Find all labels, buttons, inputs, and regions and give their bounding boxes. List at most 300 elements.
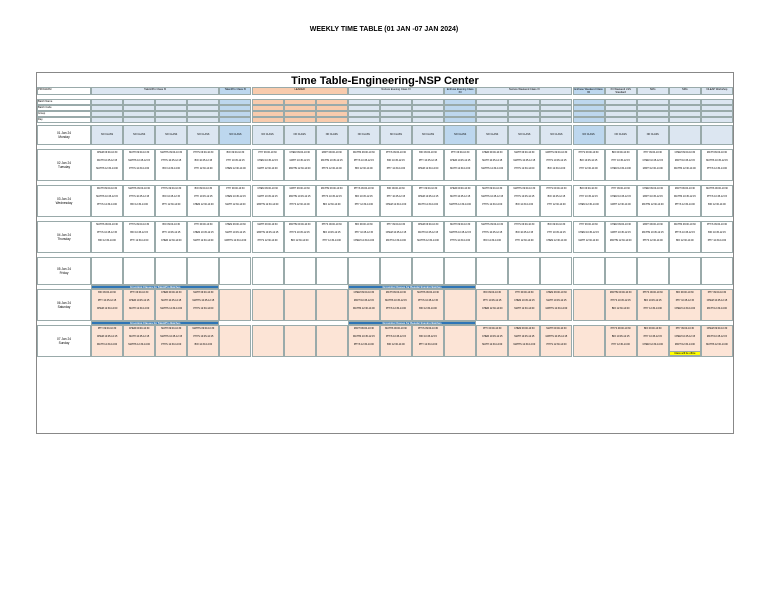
class-slot-text: PHYS 12:30-14:00 [642, 239, 663, 242]
class-slot-text: PHYS 12:30-14:00 [193, 307, 214, 310]
class-slot-text: MATHS 12:30-14:00 [545, 307, 568, 310]
class-slot-text: PHY 10:45-12:15 [643, 335, 662, 338]
class-slot-text: MATHS 10:45-12:15 [674, 195, 696, 198]
class-slot-text: MATHS 10:45-12:15 [545, 335, 568, 338]
batch-cell [187, 117, 219, 123]
class-slot-text: MATH 09:00-10:30 [257, 223, 278, 226]
day-label [37, 325, 91, 357]
batch-cell [573, 117, 605, 123]
timetable-cell [187, 257, 219, 285]
timetable-cell [123, 257, 155, 285]
class-slot-text: MATHS 10:45-12:15 [160, 335, 183, 338]
class-slot-text: MATH 12:30-14:00 [578, 239, 599, 242]
class-slot-text: CHEM 10:45-12:15 [128, 299, 150, 302]
no-class-text: NO CLASS [229, 132, 242, 136]
day-name: Tuesday [57, 165, 71, 169]
class-slot-text: MATH 12:30-14:00 [418, 203, 439, 206]
class-slot-text: CHEM 09:00-10:30 [257, 187, 278, 190]
class-slot-text: MATH 09:00-10:30 [674, 187, 695, 190]
class-slot-text: MATHS 12:30-14:00 [256, 203, 279, 206]
no-class-text: NO CLASS [357, 132, 370, 136]
class-slot-text: CHEM 09:00-10:30 [289, 151, 310, 154]
class-slot-text: BIO 10:45-12:15 [419, 335, 437, 338]
class-slot-text: PHYS 10:45-12:15 [129, 195, 150, 198]
day-date: 02 Jan 24 [56, 161, 71, 165]
class-slot-text: CHEM 10:45-12:15 [225, 195, 246, 198]
class-slot-text: PHY 12:30-14:00 [579, 167, 598, 170]
class-slot-text: BIO 10:45-12:15 [194, 159, 213, 162]
no-class-text: NO CLASS [389, 132, 402, 136]
class-slot-text: MATH 09:00-10:30 [321, 151, 342, 154]
class-slot-text: MATH 12:30-14:00 [482, 343, 503, 346]
no-class-text: NO CLASS [133, 132, 146, 136]
class-slot-text: PHYS 10:45-12:15 [385, 335, 406, 338]
class-slot-text: MATH 09:00-10:30 [514, 151, 535, 154]
class-slot-text: MATH 09:00-10:30 [97, 187, 118, 190]
class-slot-text: MATHS 09:00-10:30 [160, 151, 183, 154]
class-slot-text: MATH 09:00-10:30 [482, 187, 503, 190]
class-slot-text: PHY 12:30-14:00 [707, 239, 727, 242]
class-slot-text: MATHS 09:00-10:30 [128, 187, 150, 190]
class-slot-text: MATHS 10:45-12:15 [641, 231, 664, 234]
class-slot-text: PHYS 10:45-12:15 [321, 195, 342, 198]
class-slot-text: MATH 09:00-10:30 [129, 151, 150, 154]
class-slot-text: PHY 10:45-12:15 [194, 195, 213, 198]
no-class-text: NO CLASS [486, 132, 499, 136]
class-slot-text: CHEM 10:45-12:15 [193, 231, 214, 234]
batch-cell [123, 117, 155, 123]
class-slot-text: BIO 09:00-10:30 [98, 291, 116, 294]
timetable-cell [444, 257, 476, 285]
row-label: Group [37, 111, 91, 117]
class-slot-text: MATH 09:00-10:30 [193, 291, 214, 294]
class-slot-text: MATH 09:00-10:30 [289, 187, 310, 190]
program-header: Talent/Pro Class XI [91, 87, 219, 95]
class-slot-text: MATH 12:30-14:00 [97, 343, 118, 346]
day-date: 01 Jan 24 [56, 131, 71, 135]
class-slot-text: MATH 12:30-14:00 [257, 167, 278, 170]
class-slot-text: MATHS 09:00-10:30 [353, 151, 375, 154]
class-slot-text: MATHS 12:30-14:00 [674, 167, 696, 170]
class-slot-text: BIO 12:30-14:00 [611, 307, 630, 310]
no-class-text: NO CLASS [101, 132, 114, 136]
no-class-text: NO CLASS [646, 132, 659, 136]
class-slot-text: CHEM 10:45-12:15 [578, 231, 599, 234]
class-slot-text: PHYS 10:45-12:15 [193, 335, 214, 338]
program-header: Nurture Evening Class XI [348, 87, 444, 95]
no-class-text: NO CLASS [325, 132, 338, 136]
day-date: 03 Jan 24 [56, 197, 71, 201]
day-name: Friday [59, 271, 69, 275]
day-date: 05 Jan 24 [56, 267, 71, 271]
class-slot-text: PHYS 10:45-12:15 [482, 231, 503, 234]
document-title: WEEKLY TIME TABLE (01 JAN -07 JAN 2024) [309, 26, 459, 33]
class-slot-text: PHYS 09:00-10:30 [706, 223, 727, 226]
class-slot-text: MATHS 10:45-12:15 [288, 195, 311, 198]
class-slot-text: PHYS 10:45-12:15 [418, 299, 439, 302]
class-slot-text: BIO 12:30-14:00 [708, 203, 726, 206]
class-slot-text: MATH 12:30-14:00 [450, 167, 471, 170]
class-slot-text: PHYS 12:30-14:00 [482, 203, 503, 206]
batch-cell [476, 117, 508, 123]
class-slot-text: CHEM 10:45-12:15 [674, 335, 696, 338]
class-slot-text: MATHS 12:30-14:00 [641, 203, 664, 206]
class-slot-text: PHYS 09:00-10:30 [578, 151, 599, 154]
day-label [37, 125, 91, 145]
batch-cell [605, 117, 637, 123]
class-slot-text: PHY 09:00-10:30 [579, 223, 598, 226]
class-slot-text: PHYS 10:45-12:15 [353, 159, 374, 162]
class-slot-text: MATH 12:30-14:00 [385, 239, 406, 242]
class-slot-text: BIO 10:45-12:15 [387, 159, 405, 162]
class-slot-text: PHYS 12:30-14:00 [257, 239, 278, 242]
grooming-banner-talent: Grooming Classes for TalentPro Batches [91, 321, 219, 325]
class-slot-text: MATH 09:00-10:30 [161, 327, 182, 330]
class-slot-text: CHEM 09:00-10:30 [449, 187, 471, 190]
class-slot-text: MATHS 12:30-14:00 [609, 239, 632, 242]
class-slot-text: CHEM 12:30-14:00 [225, 167, 246, 170]
class-slot-text: BIO 09:00-10:30 [483, 291, 501, 294]
timetable-cell [444, 289, 476, 321]
class-slot-text: MATH 10:45-12:15 [610, 231, 631, 234]
class-slot-text: PHY 09:00-10:30 [450, 151, 470, 154]
class-slot-text: PHY 10:45-12:15 [162, 231, 181, 234]
timetable-cell [284, 289, 316, 321]
class-slot-text: MATH 10:45-12:15 [482, 159, 503, 162]
class-slot-text: PHY 09:00-10:30 [97, 327, 117, 330]
class-slot-text: PHY 09:00-10:30 [483, 327, 502, 330]
class-slot-text: BIO 12:30-14:00 [162, 167, 180, 170]
class-slot-text: BIO 10:45-12:15 [355, 195, 373, 198]
class-slot-text: CHEM 12:30-14:00 [578, 203, 599, 206]
class-slot-text: BIO 12:30-14:00 [515, 203, 534, 206]
class-slot-text: PHYS 12:30-14:00 [546, 343, 567, 346]
no-class-text: NO CLASS [550, 132, 563, 136]
no-class-text: NO CLASS [614, 132, 627, 136]
class-slot-text: CHEM 09:00-10:30 [161, 291, 182, 294]
batch-cell [380, 117, 412, 123]
class-slot-text: MATHS 12:30-14:00 [449, 203, 471, 206]
day-label [37, 149, 91, 181]
program-header: Nurture Weekend Class XI [476, 87, 572, 95]
class-slot-text: PHYS 09:00-10:30 [353, 187, 374, 190]
batch-cell [219, 117, 251, 123]
no-class-text: NO CLASS [518, 132, 531, 136]
program-header: NLEAP Workshop [701, 87, 733, 95]
class-slot-text: BIO 10:45-12:15 [130, 231, 148, 234]
class-slot-text: MATHS 09:00-10:30 [96, 223, 118, 226]
class-slot-text: CHEM 12:30-14:00 [482, 307, 503, 310]
day-name: Thursday [57, 237, 71, 241]
class-slot-text: PHYS 12:30-14:00 [353, 343, 374, 346]
class-slot-text: BIO 09:00-10:30 [676, 291, 694, 294]
class-slot-text: BIO 12:30-14:00 [419, 307, 437, 310]
timetable-cell [380, 257, 412, 285]
class-slot-text: MATH 09:00-10:30 [385, 291, 406, 294]
class-slot-text: MATHS 09:00-10:30 [320, 187, 343, 190]
class-slot-text: CHEM 09:00-10:30 [610, 223, 631, 226]
class-slot-text: BIO 09:00-10:30 [387, 187, 405, 190]
timetable-cell [540, 257, 572, 285]
class-slot-text: CHEM 09:00-10:30 [128, 327, 150, 330]
day-label [37, 257, 91, 285]
class-slot-text: PHY 09:00-10:30 [611, 187, 630, 190]
class-slot-text: PHYS 10:45-12:15 [514, 195, 535, 198]
class-slot-text: MATH 09:00-10:30 [706, 151, 727, 154]
batch-cell [508, 117, 540, 123]
class-slot-text: PHYS 10:45-12:15 [289, 231, 310, 234]
class-slot-text: MATHS 12:30-14:00 [224, 239, 247, 242]
class-slot-text: BIO 12:30-14:00 [194, 343, 213, 346]
batch-cell [540, 117, 572, 123]
class-slot-text: PHY 12:30-14:00 [547, 203, 566, 206]
no-class-text: NO CLASS [197, 132, 210, 136]
class-slot-text: PHY 09:00-10:30 [129, 291, 149, 294]
class-slot-text: PHY 10:45-12:15 [226, 159, 245, 162]
class-slot-text: PHYS 12:30-14:00 [161, 343, 182, 346]
class-slot-text: PHY 10:45-12:15 [483, 299, 502, 302]
timetable-cell [91, 257, 123, 285]
timetable-cell [316, 325, 348, 357]
timetable-cell [605, 257, 637, 285]
class-slot-text: CHEM 12:30-14:00 [161, 239, 182, 242]
row-label: Batch Code [37, 105, 91, 111]
timetable-cell [316, 289, 348, 321]
timetable-cell [219, 257, 251, 285]
row-label: Batch Name [37, 99, 91, 105]
class-slot-text: PHYS 12:30-14:00 [706, 167, 727, 170]
class-slot-text: CHEM 12:30-14:00 [96, 307, 118, 310]
row-label: Day [37, 117, 91, 123]
timetable-cell [573, 289, 605, 321]
class-slot-text: MATH 12:30-14:00 [642, 167, 663, 170]
day-date: 06 Jan 24 [56, 301, 71, 305]
class-slot-text: BIO 10:45-12:15 [708, 231, 726, 234]
class-slot-text: MATHS 10:45-12:15 [320, 159, 343, 162]
program-header: SRG [637, 87, 669, 95]
class-slot-text: PHYS 12:30-14:00 [385, 307, 406, 310]
class-slot-text: PHY 10:45-12:15 [579, 195, 598, 198]
class-slot-text: MATH 12:30-14:00 [514, 307, 535, 310]
class-slot-text: MATH 09:00-10:30 [546, 327, 567, 330]
timetable-cell [252, 289, 284, 321]
class-slot-text: PHY 10:45-12:15 [354, 231, 373, 234]
timetable-cell [444, 325, 476, 357]
timetable-cell [348, 257, 380, 285]
class-slot-text: CHEM 12:30-14:00 [385, 203, 407, 206]
class-slot-text: PHYS 10:45-12:15 [97, 231, 118, 234]
class-slot-text: CHEM 09:00-10:30 [514, 327, 535, 330]
class-slot-text: BIO 10:45-12:15 [547, 195, 566, 198]
class-slot-text: PHYS 10:45-12:15 [610, 299, 631, 302]
class-slot-text: MATHS 09:00-10:30 [706, 187, 728, 190]
class-slot-text: CHEM 10:45-12:15 [642, 159, 663, 162]
class-slot-text: PHY 12:30-14:00 [611, 343, 630, 346]
class-slot-text: MATHS 09:00-10:30 [674, 223, 696, 226]
class-slot-text: PHY 10:45-12:15 [611, 159, 630, 162]
class-slot-text: MATH 09:00-10:30 [450, 223, 471, 226]
class-slot-text: CHEM 12:30-14:00 [353, 239, 375, 242]
class-slot-text: BIO 12:30-14:00 [387, 343, 405, 346]
class-slot-text: BIO 12:30-14:00 [130, 203, 148, 206]
class-slot-text: MATH 10:45-12:15 [225, 231, 246, 234]
class-slot-text: MATHS 10:45-12:15 [96, 195, 118, 198]
timetable-cell [573, 257, 605, 285]
class-slot-text: PHY 12:30-14:00 [386, 167, 406, 170]
day-name: Monday [58, 135, 70, 139]
no-class-text: NO CLASS [454, 132, 467, 136]
class-slot-text: MATHS 09:00-10:30 [288, 223, 311, 226]
class-slot-text: PHYS 09:00-10:30 [161, 187, 182, 190]
class-slot-text: BIO 12:30-14:00 [547, 167, 566, 170]
class-slot-text: MATHS 10:45-12:15 [192, 299, 215, 302]
class-slot-text: MATHS 12:30-14:00 [481, 167, 504, 170]
batch-cell [155, 117, 187, 123]
day-name: Saturday [57, 305, 71, 309]
class-slot-text: BIO 12:30-14:00 [98, 239, 116, 242]
program-header: XII Weekend LSS Standard [605, 87, 637, 95]
class-slot-text: MATHS 09:00-10:30 [385, 327, 407, 330]
class-slot-text: CHEM 12:30-14:00 [193, 203, 214, 206]
class-slot-text: BIO 12:30-14:00 [355, 167, 373, 170]
class-slot-text: PHYS 10:45-12:15 [161, 159, 182, 162]
class-slot-text: MATH 12:30-14:00 [193, 239, 214, 242]
class-slot-text: CHEM 10:45-12:15 [417, 195, 439, 198]
no-class-text: NO CLASS [582, 132, 595, 136]
class-slot-text: BIO 10:45-12:15 [322, 231, 341, 234]
class-slot-text: CHEM 09:00-10:30 [674, 151, 696, 154]
timetable-cell [508, 257, 540, 285]
batch-cell [348, 117, 380, 123]
class-slot-text: PHYS 10:45-12:15 [546, 159, 567, 162]
class-slot-text: PHY 12:30-14:00 [129, 239, 149, 242]
class-slot-text: MATHS 09:00-10:30 [513, 187, 536, 190]
class-slot-text: CHEM 10:45-12:15 [449, 159, 471, 162]
class-slot-text: CHEM 09:00-10:30 [546, 291, 567, 294]
class-slot-text: CHEM 12:30-14:00 [642, 343, 663, 346]
class-slot-text: PHYS 10:45-12:15 [674, 231, 695, 234]
class-slot-text: CHEM 09:00-10:30 [353, 291, 375, 294]
timetable-sheet [36, 72, 734, 434]
class-slot-text: CHEM 12:30-14:00 [610, 167, 631, 170]
class-slot-text: BIO 10:45-12:15 [515, 231, 534, 234]
day-label [37, 221, 91, 253]
timetable-cell [573, 325, 605, 357]
class-slot-text: MATHS 10:45-12:15 [256, 231, 279, 234]
class-slot-text: CHEM 09:00-10:30 [482, 151, 503, 154]
class-slot-text: BIO 10:45-12:15 [643, 299, 662, 302]
timetable-cell [669, 257, 701, 285]
timetable-cell [476, 257, 508, 285]
class-slot-text: MATH 10:45-12:15 [161, 299, 182, 302]
class-slot-text: PHY 10:45-12:15 [547, 231, 566, 234]
timetable-cell [412, 257, 444, 285]
class-slot-text: PHY 12:30-14:00 [322, 239, 341, 242]
class-slot-text: BIO 12:30-14:00 [290, 239, 309, 242]
class-slot-text: MATHS 09:00-10:30 [417, 291, 439, 294]
class-slot-text: MATHS 09:00-10:30 [545, 151, 568, 154]
class-slot-text: MATH 10:45-12:15 [450, 195, 471, 198]
class-slot-text: PHY 09:00-10:30 [643, 151, 662, 154]
class-slot-text: PHY 10:45-12:15 [418, 159, 438, 162]
timetable-cell [219, 325, 251, 357]
program-header: Enthuse Weekend Class XII [574, 88, 603, 94]
class-slot-text: MATHS 12:30-14:00 [288, 167, 311, 170]
batch-cell [701, 117, 733, 123]
class-slot-text: PHY 12:30-14:00 [418, 343, 438, 346]
class-slot-text: CHEM 12:30-14:00 [546, 239, 567, 242]
class-slot-text: MATH 10:45-12:15 [257, 195, 278, 198]
class-slot-text: CHEM 10:45-12:15 [514, 299, 535, 302]
program-header: Enthuse Evening Class XII [444, 87, 476, 95]
class-slot-text: MATH 12:30-14:00 [610, 203, 631, 206]
class-slot-text: PHYS 12:30-14:00 [289, 203, 310, 206]
timetable-cell [284, 325, 316, 357]
class-slot-text: BIO 10:45-12:15 [579, 159, 598, 162]
class-slot-text: PHY 12:30-14:00 [354, 203, 373, 206]
batch-cell [316, 117, 348, 123]
class-slot-text: CHEM 09:00-10:30 [96, 151, 118, 154]
day-date: 07 Jan 24 [56, 337, 71, 341]
timetable-cell [669, 125, 701, 145]
batch-cell [91, 117, 123, 123]
class-slot-text: CHEM 10:45-12:15 [257, 159, 278, 162]
program-header: SRG [669, 87, 701, 95]
class-slot-text: PHY 09:00-10:30 [418, 187, 438, 190]
class-slot-text: BIO 09:00-10:30 [226, 151, 245, 154]
class-slot-text: MATHS 12:30-14:00 [160, 307, 183, 310]
class-slot-text: CHEM 12:30-14:00 [674, 307, 696, 310]
class-slot-text: MATH 12:30-14:00 [674, 343, 695, 346]
no-class-text: NO CLASS [261, 132, 274, 136]
class-slot-text: MATH 10:45-12:15 [353, 299, 374, 302]
class-slot-text: MATHS 10:45-12:15 [513, 159, 536, 162]
grooming-banner-talent: Grooming Classes for TalentPro Batches [91, 285, 219, 289]
class-slot-text: CHEM 10:45-12:15 [482, 335, 503, 338]
class-slot-text: MATHS 09:00-10:30 [609, 291, 632, 294]
day-date: 04 Jan 24 [56, 233, 71, 237]
batch-cell [637, 117, 669, 123]
class-slot-text: MATHS 12:30-14:00 [353, 307, 375, 310]
class-slot-text: PHYS 09:00-10:30 [129, 223, 150, 226]
class-slot-text: MATH 10:45-12:15 [642, 195, 663, 198]
class-slot-text: PHYS 09:00-10:30 [193, 151, 214, 154]
timetable-cell [316, 257, 348, 285]
class-slot-text: CHEM 09:00-10:30 [642, 187, 663, 190]
class-slot-text: MATH 12:30-14:00 [129, 307, 150, 310]
class-slot-text: PHYS 09:00-10:30 [418, 327, 439, 330]
class-slot-text: MATHS 09:00-10:30 [481, 223, 504, 226]
no-class-text: NO CLASS [422, 132, 435, 136]
class-slot-text: MATHS 12:30-14:00 [417, 239, 439, 242]
class-slot-text: MATH 12:30-14:00 [706, 307, 727, 310]
day-name: Sunday [58, 341, 70, 345]
class-slot-text: MATH 10:45-12:15 [706, 335, 727, 338]
class-slot-text: CHEM 09:00-10:30 [706, 327, 728, 330]
class-slot-text: MATH 10:45-12:15 [418, 231, 439, 234]
class-slot-text: PHYS 10:45-12:15 [706, 195, 727, 198]
batch-cell [284, 117, 316, 123]
class-office-note: Class will be office [669, 351, 701, 356]
class-slot-text: MATH 10:45-12:15 [674, 159, 695, 162]
class-slot-text: MATH 10:45-12:15 [97, 159, 118, 162]
class-slot-text: MATHS 10:45-12:15 [481, 195, 504, 198]
class-slot-text: PHYS 12:30-14:00 [450, 239, 471, 242]
class-slot-text: PHY 09:00-10:30 [386, 223, 406, 226]
class-slot-text: MATHS 12:30-14:00 [513, 343, 536, 346]
timetable-cell [219, 289, 251, 321]
class-slot-text: MATHS 10:45-12:15 [706, 159, 728, 162]
